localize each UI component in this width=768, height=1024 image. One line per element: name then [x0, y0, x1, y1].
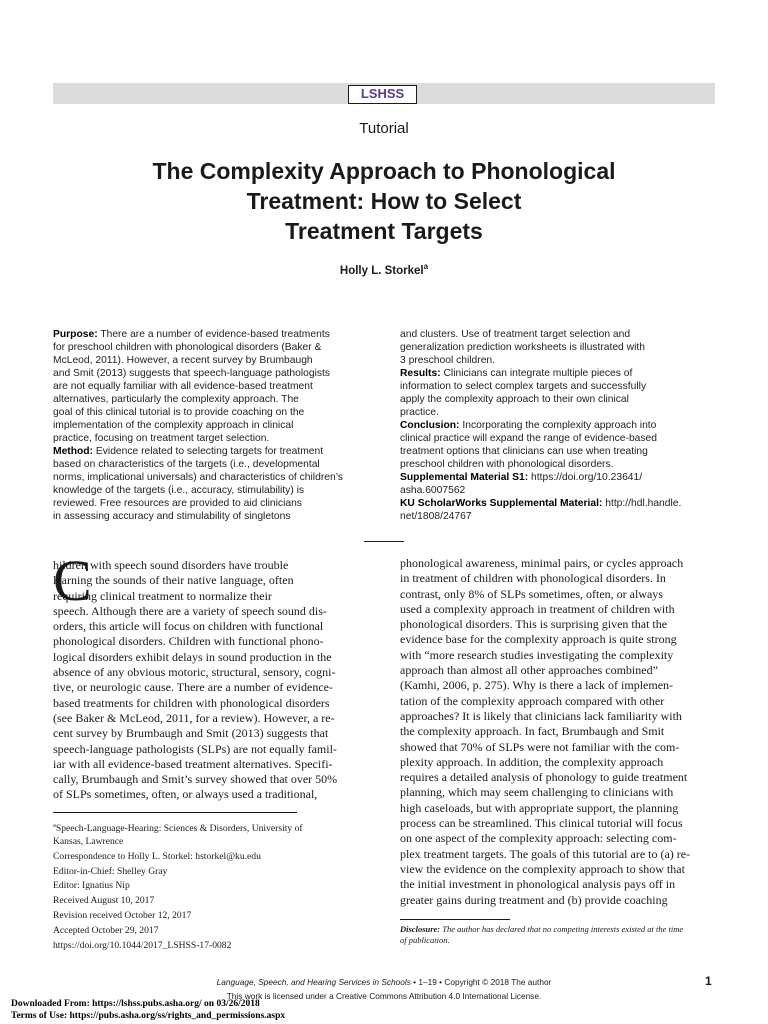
scholarworks-label: KU ScholarWorks Supplemental Material: — [400, 498, 603, 509]
disclosure — [400, 924, 718, 946]
conclusion-text: Incorporating the complexity approach into clinical practice will expand the range of evidence-based treatment options that clinicians can use when treating preschool children with phonological disorders. — [400, 420, 657, 470]
page-number: 1 — [705, 974, 712, 988]
method-continued-text: and clusters. Use of treatment target selection and generalization prediction worksheets is illustrated with 3 preschool children. — [400, 329, 645, 366]
abstract-left-column — [53, 328, 388, 523]
footnotes — [53, 820, 371, 954]
article-type: Tutorial — [359, 120, 409, 137]
purpose-label: Purpose: — [53, 329, 98, 340]
disclosure-label: Disclosure: — [400, 924, 441, 934]
body-right-column: phonological awareness, minimal pairs, or cycles approach in treatment of children with phonological disorders. In contrast, only 8% of SLPs sometimes, often, or always used a complexity approach in treatment of children with phonological disorders. This is surprising given that the evidence base for the complexity approach is quite strong with “more research studies investigating the complexity approach than almost all other approaches combined” (Kamhi, 2006, p. 275). Why is there a lack of implemen- tation of the complexity approach compared with other approaches? It is likely that clinicians lack familiarity with the complexity approach. In fact, Brumbaugh and Smit showed that 70% of SLPs were not familiar with the com- plexity approach. In addition, the complexity approach requires a detailed analysis of phonology to guide treatment planning, which may seem challenging to clinicians with high caseloads, but with appropriate support, the planning process can be streamlined. This clinical tutorial will focus on one aspect of the complexity approach: selecting com- plex treatment targets. The goals of this tutorial are to (a) re- view the evidence on the complexity approach to show that the initial investment in phonological analysis pays off in greater gains during treatment and (b) provide coaching — [400, 556, 691, 907]
article-title: The Complexity Approach to Phonological Treatment: How to Select Treatment Targets — [152, 158, 616, 244]
results-label: Results: — [400, 368, 441, 379]
purpose-text: There are a number of evidence-based treatments for preschool children with phonological disorders (Baker & McLeod, 2011). However, a recent survey by Brumbaugh and Smit (2013) suggests that speech-language pathologists are not equally familiar with all evidence-based treatment alternatives, particularly the complexity approach. The goal of this clinical tutorial is to provide coaching on the implementation of the complexity approach in clinical practice, focusing on treatment target selection. — [53, 329, 331, 444]
disclosure-text: The author has declared that no competing interests existed at the time of publication. — [400, 924, 684, 945]
conclusion-label: Conclusion: — [400, 420, 460, 431]
footnote-editor-in-chief: Editor-in-Chief: Shelley Gray — [53, 865, 168, 877]
journal-details: • 1–19 • Copyright © 2018 The author — [410, 977, 552, 987]
author-line — [0, 262, 768, 277]
scholarworks-link[interactable]: http://hdl.handle. net/1808/24767 — [400, 498, 682, 522]
footnote-affiliation: $^a$Speech-Language-Hearing: Sciences & Disorders, University of Kansas, Lawrence — [53, 822, 303, 847]
license-line: This work is licensed under a Creative Commons Attribution 4.0 International License. — [226, 991, 542, 1001]
journal-badge: LSHSS — [348, 85, 417, 104]
abstract-right-column — [400, 328, 718, 523]
author-affiliation-mark: a — [423, 262, 429, 271]
journal-name: Language, Speech, and Hearing Services in Schools — [216, 977, 411, 987]
method-label: Method: — [53, 446, 94, 457]
disclosure-rule — [400, 919, 510, 920]
author-name: Holly L. Storkel — [339, 264, 424, 277]
footnote-revision: Revision received October 12, 2017 — [53, 909, 192, 921]
body-left-column: hildren with speech sound disorders have trouble learning the sounds of their native language, often requiring clinical treatment to normalize their speech. Although there are a variety of speech sound dis- orders, this article will focus on children with functional phonological disorders. Children with functional phono- logical disorders exhibit delays in sound production in the absence of any obvious motoric, structural, sensory, cogni- tive, or neurologic cause. There are a number of evidence- based treatments for children with phonological disorders (see Baker & McLeod, 2011, for a review). However, a re- cent survey by Brumbaugh and Smit (2013) suggests that speech-language pathologists (SLPs) are not equally famil- iar with all evidence-based treatment alternatives. Specifi- cally, Brumbaugh and Smit’s survey showed that over 50% of SLPs sometimes, often, or always used a traditional, — [53, 558, 338, 802]
download-notice: Downloaded From: https://lshss.pubs.asha.org/ on 03/26/2018 Terms of Use: https://pubs.asha.org/ss/rights_and_permissions.aspx — [11, 999, 286, 1021]
footnote-affiliation-mark: a — [53, 822, 56, 829]
footnote-editor: Editor: Ignatius Nip — [53, 880, 130, 892]
journal-footer — [0, 977, 768, 987]
drop-cap: C — [53, 548, 92, 613]
method-text: Evidence related to selecting targets for treatment based on characteristics of the targets (i.e., developmental norms, implicational universals) and characteristics of children’s knowledge of the targets (i.e., accuracy, stimulability) is reviewed. Free resources are provided to aid clinicians in assessing accuracy and stimulability of singletons — [53, 446, 343, 522]
footnote-accepted: Accepted October 29, 2017 — [53, 924, 159, 936]
footnote-doi[interactable]: https://doi.org/10.1044/2017_LSHSS-17-0082 — [53, 939, 232, 951]
supplemental-s1-label: Supplemental Material S1: — [400, 472, 529, 483]
footnote-rule — [53, 812, 297, 813]
results-text: Clinicians can integrate multiple pieces of information to select complex targets and successfully apply the complexity approach to their own clinical practice. — [400, 368, 647, 418]
supplemental-s1-link[interactable]: https://doi.org/10.23641/ asha.6007562 — [400, 472, 643, 496]
footnote-received: Received August 10, 2017 — [53, 895, 155, 907]
footnote-correspondence: Correspondence to Holly L. Storkel: hstorkel@ku.edu — [53, 850, 261, 862]
section-divider — [364, 541, 404, 542]
